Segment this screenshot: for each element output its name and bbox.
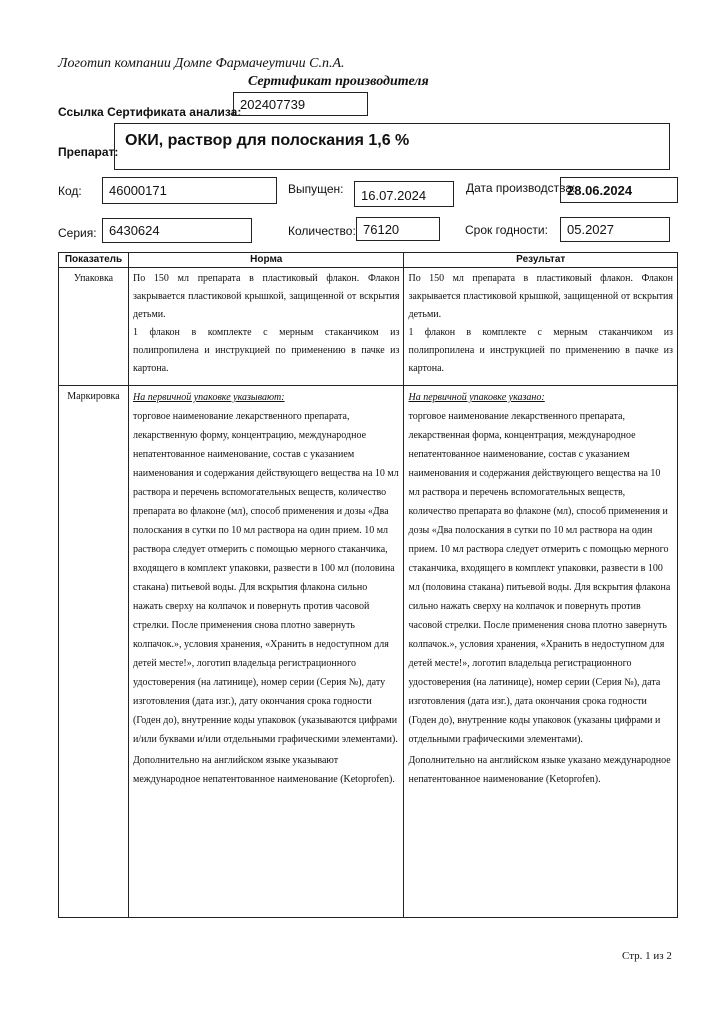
series-value-field bbox=[102, 218, 252, 243]
ref-label: Ссылка Сертификата анализа: bbox=[58, 105, 242, 119]
labeling-norm-p2: Дополнительно на английском языке указывают международное непатентованное наименование (Ketoprofen). bbox=[132, 755, 395, 785]
series-value: 6430624 bbox=[109, 223, 160, 238]
table-row bbox=[59, 268, 678, 386]
prod-date-value-field bbox=[560, 177, 678, 203]
packaging-result-cell bbox=[404, 268, 678, 386]
ref-value: 202407739 bbox=[240, 96, 306, 112]
code-value: 46000171 bbox=[109, 183, 167, 198]
series-label: Серия: bbox=[58, 226, 97, 240]
header-indicator: Показатель bbox=[59, 253, 129, 268]
header-norm: Норма bbox=[128, 253, 404, 268]
product-label: Препарат: bbox=[58, 145, 119, 159]
released-label: Выпущен: bbox=[288, 182, 344, 196]
prod-date-value: 28.06.2024 bbox=[567, 182, 633, 198]
code-value-field bbox=[102, 177, 277, 204]
page-number: Стр. 1 из 2 bbox=[622, 950, 672, 962]
packaging-norm-p2: 1 флакон в комплекте с мерным стаканчиком из полипропилена и инструкцией по применению в пачке из картона. bbox=[132, 327, 400, 374]
packaging-result-p2: 1 флакон в комплекте с мерным стаканчиком из полипропилена и инструкцией по применению в пачке из картона. bbox=[408, 327, 673, 374]
ref-value-field bbox=[233, 92, 368, 116]
expiry-value-field bbox=[560, 217, 670, 242]
prod-date-label: Дата производства: bbox=[466, 181, 576, 195]
released-value: 16.07.2024 bbox=[361, 188, 427, 203]
product-value-field bbox=[114, 123, 670, 170]
released-value-field bbox=[354, 181, 454, 207]
labeling-result-p1: торговое наименование лекарственного препарата, лекарственная форма, концентрация, международное непатентованное наименование, состав с указанием наименования и содержания действующего вещества на 10 мл раствора и перечень вспомогательных веществ, количество препарата во флаконе (мл), способ применения и дозы «Два полоскания в сутки по 10 мл раствора на один прием. 10 мл раствора следует отмерить с помощью мерного стаканчика, входящего в комплект упаковки, развести в 100 мл (половина стакана) питьевой воды. Для вскрытия флакона сильно нажать сверху на колпачок и повернуть против часовой стрелки. После применения снова плотно завернуть колпачок.», условия хранения, «Хранить в недоступном для детей месте!», логотип владельца регистрационного удостоверения (на латинице), номер серии (Серия №), дата изготовления (дата изг.), дата окончания срока годности (Годен до), внутренние коды упаковок (указаны цифрами и отдельными графическими элементами). bbox=[408, 411, 671, 745]
table-row bbox=[59, 386, 678, 918]
results-table bbox=[58, 252, 678, 918]
document-title: Сертификат производителя bbox=[248, 74, 429, 89]
quantity-value: 76120 bbox=[363, 221, 400, 237]
expiry-label: Срок годности: bbox=[465, 223, 548, 237]
row-name-packaging: Упаковка bbox=[59, 268, 129, 386]
expiry-value: 05.2027 bbox=[567, 222, 614, 237]
labeling-result-cell bbox=[404, 386, 678, 918]
labeling-norm-cell bbox=[128, 386, 404, 918]
labeling-result-heading: На первичной упаковке указано: bbox=[408, 392, 545, 403]
quantity-value-field bbox=[356, 217, 440, 241]
table-header-row bbox=[59, 253, 678, 268]
packaging-result-p1: По 150 мл препарата в пластиковый флакон. Флакон закрывается пластиковой крышкой, защищенной от вскрытия детьми. bbox=[408, 273, 673, 320]
code-label: Код: bbox=[58, 184, 82, 198]
packaging-norm-p1: По 150 мл препарата в пластиковый флакон. Флакон закрывается пластиковой крышкой, защищенной от вскрытия детьми. bbox=[132, 273, 400, 320]
product-value: ОКИ, раствор для полоскания 1,6 % bbox=[125, 132, 410, 149]
labeling-norm-p1: торговое наименование лекарственного препарата, лекарственную форму, концентрацию, международное непатентованное наименование, состав с указанием наименования и содержания действующего вещества на 10 мл раствора и перечень вспомогательных веществ, количество препарата во флаконе (мл), способ применения и дозы «Два полоскания в сутки по 10 мл раствора на один прием. 10 мл раствора следует отмерить с помощью мерного стаканчика, входящего в комплект упаковки, развести в 100 мл (половина стакана) питьевой воды. Для вскрытия флакона сильно нажать сверху на колпачок и повернуть против часовой стрелки. После применения снова плотно завернуть колпачок.», условия хранения, «Хранить в недоступном для детей месте!», логотип владельца регистрационного удостоверения (на латинице), номер серии (Серия №), дату изготовления (дата изг.), дату окончания срока годности (Годен до), внутренние коды упаковок (указываются цифрами и/или буквами и/или отдельными графическими элементами). bbox=[132, 411, 399, 745]
packaging-norm-cell bbox=[128, 268, 404, 386]
row-name-labeling: Маркировка bbox=[59, 386, 129, 918]
header-result: Результат bbox=[404, 253, 678, 268]
labeling-result-p2: Дополнительно на английском языке указано международное непатентованное наименование (Ketoprofen). bbox=[408, 755, 671, 785]
labeling-norm-heading: На первичной упаковке указывают: bbox=[132, 392, 285, 403]
quantity-label: Количество: bbox=[288, 224, 356, 238]
company-logo-line: Логотип компании Домпе Фармачеутичи С.п.А. bbox=[58, 56, 345, 71]
